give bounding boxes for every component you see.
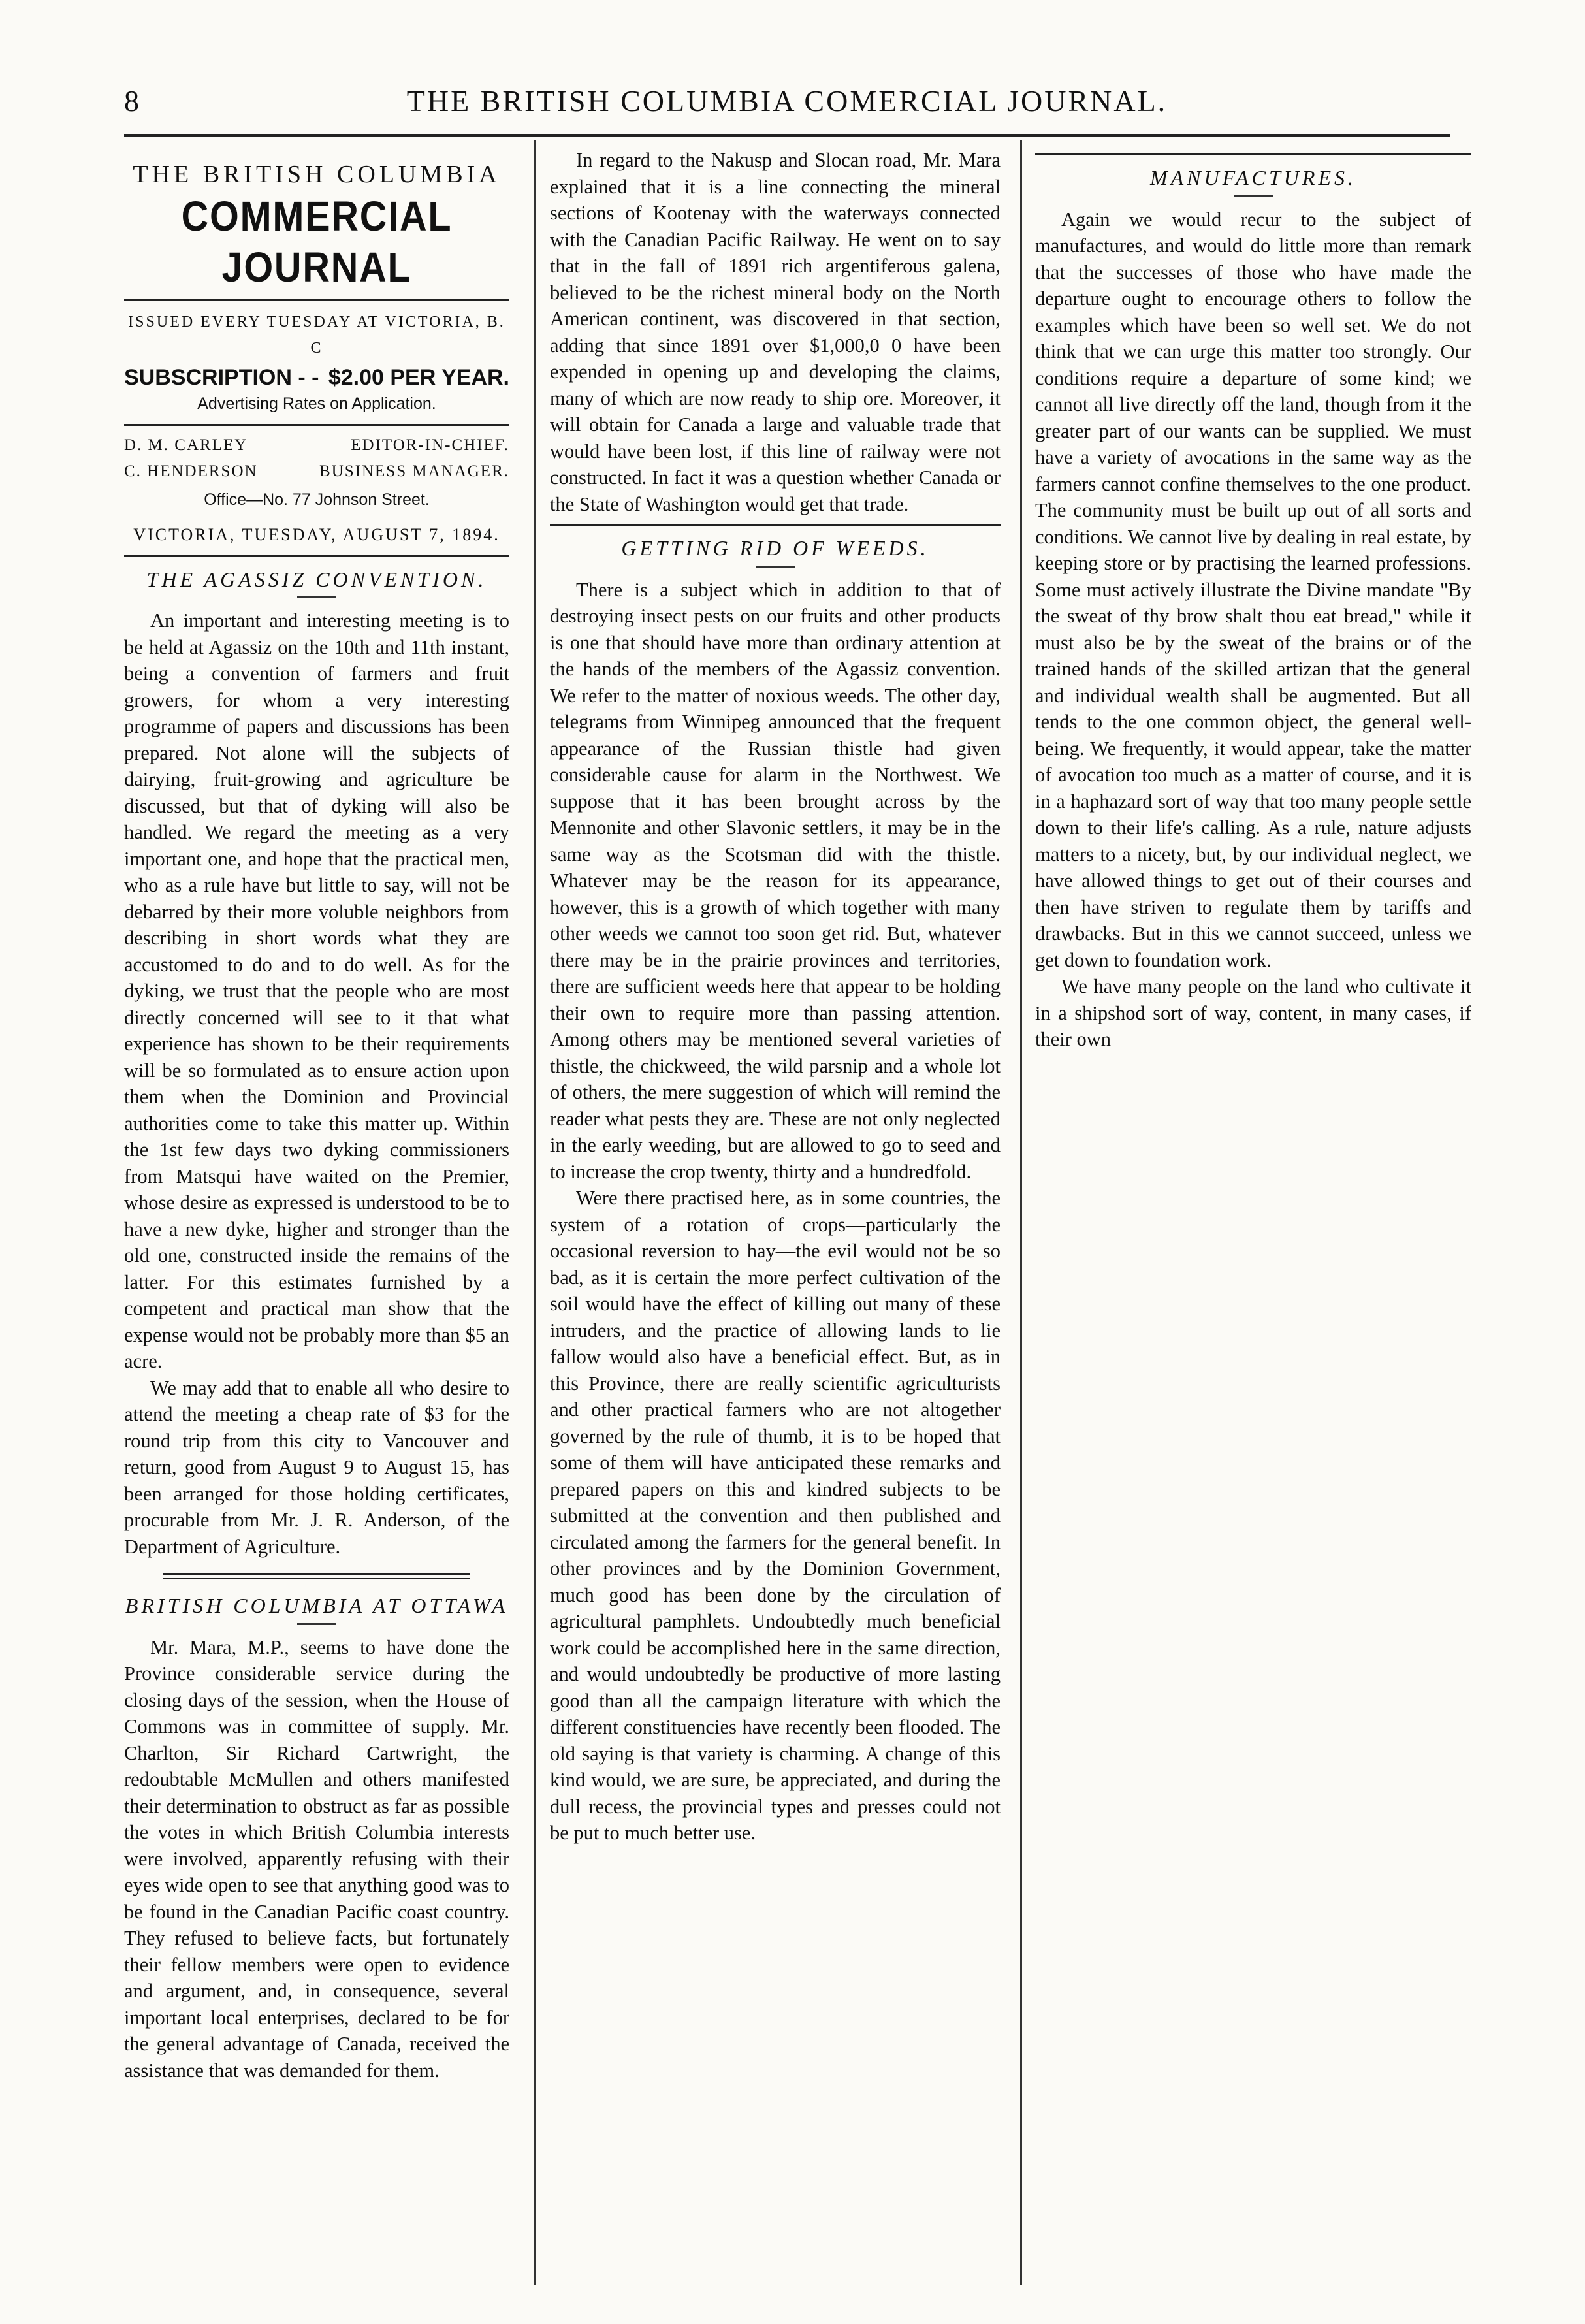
article-title: BRITISH COLUMBIA AT OTTAWA [125, 1594, 509, 1617]
editor-role: EDITOR-IN-CHIEF. [351, 436, 509, 454]
article-paragraph: In regard to the Nakusp and Slocan road, Mr. Mara explained that it is a line connecting the mineral sections of Kootenay with the waterways connected with the Canadian Pacific Railway. He went on to say that in the fall of 1891 rich argentiferous galena, believed to be the richest mineral body on the North American continent, was discovered in that section, adding that since 1891 over $1,000,0 0 have been expended in opening up and developing the claims, many of which are now ready to ship ore. Moreover, it will obtain for Canada a large and valuable trade that would have been lost, if this line of railway were not constructed. In fact it was a question whether Canada or the State of Washington would get that trade. [550, 149, 1001, 515]
editor-name: D. M. CARLEY [124, 436, 248, 454]
page-number: 8 [124, 84, 139, 118]
column-1 [124, 147, 509, 2285]
article-paragraph: Were there practised here, as in some countries, the system of a rotation of crops—particularly the occasional reversion to hay—the evil would not be so bad, as it is certain the more perfect cultivation of the soil would have the effect of killing out many of these intruders, and the practice of allowing lands to lie fallow would also have a beneficial effect. But, as in this Province, there are really scientific agriculturists and other practical farmers who are not altogether governed by the rule of thumb, it is to be hoped that some of them will have anticipated these remarks and prepared papers on this and kindred subjects to be submitted at the convention and then published and circulated among the farmers for the general benefit. In other provinces and by the Dominion Government, much good has been done by the circulation of agricultural pamphlets. Undoubtedly much beneficial work could be accomplished here in the same direction, and would undoubtedly be productive of more lasting good than all the campaign literature with which the different constituencies have recently been flooded. The old saying is that variety is charming. A change of this kind would, we are sure, be appreciated, and during the dull recess, the provincial types and presses could not be put to much better use. [550, 1187, 1001, 1844]
subscription-line [124, 364, 509, 391]
manager-line [124, 459, 509, 485]
dateline: VICTORIA, TUESDAY, AUGUST 7, 1894. [133, 525, 500, 544]
subscription-price: $2.00 PER YEAR. [328, 364, 509, 390]
article-paragraph: Again we would recur to the subject of manufactures, and would do little more than remark that the successes of those who have made the departure ought to encourage others to follow the examples which have been so well set. We do not think that we can urge this matter too strongly. Our conditions require a departure of some kind; we cannot all live directly off the land, though from it the greater part of our wants can be supplied. We must have a variety of avocations in the same way as the farmers cannot confine themselves to the one product. The community must be built up out of all sorts and conditions. We cannot live by dealing in real estate, by keeping store or by practising the learned professions. Some must actively illustrate the Divine mandate "By the sweat of thy brow shalt thou eat bread," while it must also be by the sweat of the brains or of the trained hands of the skilled artizan that the general and individual wealth shall be augmented. But all tends to the one common object, the general well-being. We frequently, it would appear, take the matter of avocation too much as a matter of course, and it is in a haphazard sort of way that too many people settle down to their life's calling. As a rule, nature adjusts matters to a nicety, but, by our individual neglect, we have allowed things to get out of their courses and then have striven to regulate them by tariffs and drawbacks. But in this we cannot succeed, unless we get down to foundation work. [1035, 208, 1471, 971]
column-2 [550, 147, 1001, 2285]
title-dash [297, 596, 336, 598]
subscription-label: SUBSCRIPTION - - [124, 364, 319, 390]
section-divider [163, 1573, 470, 1579]
article-title: GETTING RID OF WEEDS. [621, 536, 929, 560]
masthead [124, 161, 509, 557]
masthead-rule [124, 555, 509, 557]
title-dash [756, 566, 795, 568]
office-address: Office—No. 77 Johnson Street. [204, 490, 430, 509]
masthead-issued: ISSUED EVERY TUESDAY AT VICTORIA, B. C [128, 313, 505, 357]
article-title: MANUFACTURES. [1150, 166, 1356, 189]
running-head [124, 84, 1450, 129]
running-title: THE BRITISH COLUMBIA COMERCIAL JOURNAL. [406, 84, 1168, 118]
masthead-rule [124, 424, 509, 426]
article-title: THE AGASSIZ CONVENTION. [146, 567, 487, 591]
title-dash [1234, 195, 1273, 197]
column-3 [1035, 147, 1471, 2285]
section-divider [1035, 153, 1471, 155]
article-paragraph: We may add that to enable all who desire to attend the meeting a cheap rate of $3 for the round trip from this city to Vancouver and return, good from August 9 to August 15, has been arranged for those holding certificates, procurable from Mr. J. R. Anderson, of the Department of Agriculture. [124, 1376, 509, 1558]
editor-line [124, 432, 509, 459]
masthead-line1: THE BRITISH COLUMBIA [133, 161, 501, 188]
section-divider [550, 524, 1001, 526]
advertising-note: Advertising Rates on Application. [197, 395, 436, 413]
title-dash [297, 1623, 336, 1625]
column-rule [534, 140, 536, 2285]
article-paragraph: An important and interesting meeting is to be held at Agassiz on the 10th and 11th instant, being a convention of farmers and fruit growers, for whom a very interesting programme of papers and discussions has been prepared. Not alone will the subjects of dairying, fruit-growing and agriculture be discussed, but that of dyking will also be handled. We regard the meeting as a very important one, and hope that the practical men, who as a rule have but little to say, will not be debarred by their more voluble neighbors from describing in short words what they are accustomed to do and to do well. As for the dyking, we trust that the people who are most directly concerned will see to it that what experience has shown to be their requirements will be so formulated as to ensure action upon them when the Dominion and Provincial authorities come to take this matter up. Within the 1st few days two dyking commissioners from Matsqui have waited on the Premier, whose desire as expressed is understood to be to have a new dyke, higher and stronger than the old one, constructed inside the remains of the latter. For this estimates furnished by a competent and practical man show that the expense would not be probably more than $5 an acre. [124, 609, 509, 1372]
masthead-title: COMMERCIAL JOURNAL [181, 192, 453, 291]
manager-role: BUSINESS MANAGER. [319, 462, 509, 480]
manager-name: C. HENDERSON [124, 462, 258, 480]
article-paragraph: Mr. Mara, M.P., seems to have done the Province considerable service during the closing days of the session, when the House of Commons was in committee of supply. Mr. Charlton, Sir Richard Cartwright, the redoubtable McMullen and others manifested their determination to obstruct as far as possible the votes in which British Columbia interests were involved, apparently refusing with their eyes wide open to see that anything good was to be found in the Canadian Pacific coast country. They refused to believe facts, but fortunately their fellow members were open to evidence and argument, and, in consequence, several important local enterprises, declared to be for the general advantage of Canada, received the assistance that was demanded for them. [124, 1636, 509, 2082]
masthead-rule [124, 299, 509, 301]
header-rule [124, 134, 1450, 137]
article-paragraph: There is a subject which in addition to that of destroying insect pests on our fruits and other products is one that should have more than ordinary attention at the hands of the members of the Agassiz convention. We refer to the matter of noxious weeds. The other day, telegrams from Winnipeg announced that the frequent appearance of the Russian thistle had given considerable cause for alarm in the Northwest. We suppose that it has been brought across by the Mennonite and other Slavonic settlers, it may be in the same way as the Scotsman did with the thistle. Whatever may be the reason for its appearance, however, this is a growth of which together with many other weeds we cannot too soon get rid. But, whatever there may be in the prairie provinces and territories, there are sufficient weeds here that appear to be holding their own to require more than passing attention. Among others may be mentioned several varieties of thistle, the chickweed, the wild parsnip and a whole lot of others, the mere suggestion of which will remind the reader what pests they are. These are not only neglected in the early weeding, but are allowed to go to seed and to increase the crop twenty, thirty and a hundredfold. [550, 578, 1001, 1183]
column-rule [1020, 140, 1022, 2285]
article-paragraph: We have many people on the land who cultivate it in a shipshod sort of way, content, in many cases, if their own [1035, 975, 1471, 1050]
